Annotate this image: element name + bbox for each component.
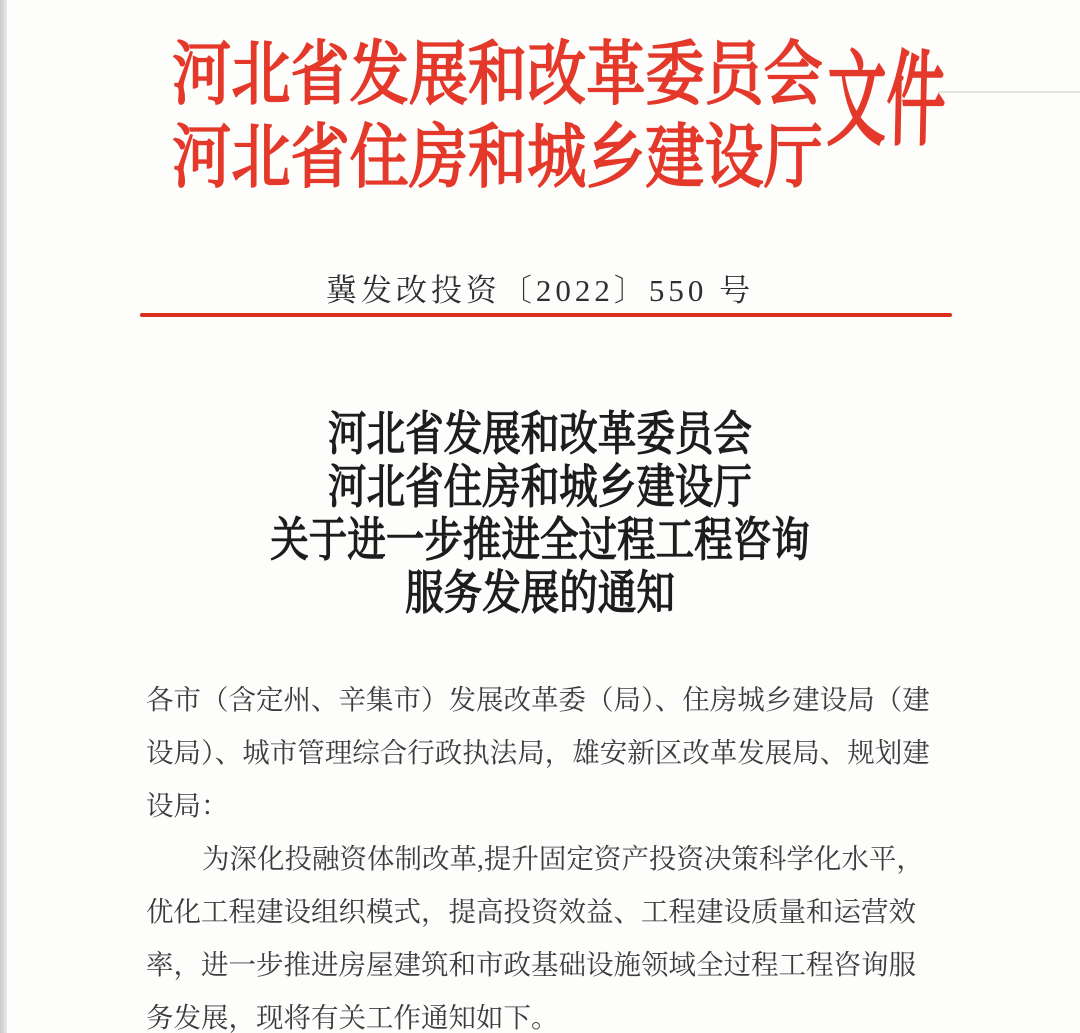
title-line-4: 服务发展的通知 [405,568,675,620]
intro-line-4: 务发展，现将有关工作通知如下。 [146,1002,559,1033]
paragraph-intro [146,832,946,1033]
paragraph-recipients [146,673,946,832]
document-title [107,409,973,621]
recipients-line-1: 各市（含定州、辛集市）发展改革委（局）、住房城乡建设局（建 [146,684,930,715]
document-body [146,673,946,1033]
doc-type-label: 文件 [825,44,947,159]
scan-edge-artifact [0,0,7,1033]
title-line-1: 河北省发展和改革委员会 [328,409,752,461]
red-divider-line [140,313,952,317]
recipients-line-3: 设局： [146,790,229,821]
agency-name-line-2: 河北省住房和城乡建设厅 [172,120,823,197]
intro-line-3: 率，进一步推进房屋建筑和市政基础设施领域全过程工程咨询服 [146,949,916,980]
scan-fold-artifact [938,91,1080,93]
recipients-line-2: 设局）、城市管理综合行政执法局，雄安新区改革发展局、规划建 [146,737,930,768]
intro-line-1: 为深化投融资体制改革,提升固定资产投资决策科学化水平， [202,843,924,874]
doc-number: 冀发改投资〔2022〕550 号 [325,273,755,308]
title-line-3: 关于进一步推进全过程工程咨询 [270,515,810,567]
agency-name-line-1: 河北省发展和改革委员会 [172,37,823,114]
title-line-2: 河北省住房和城乡建设厅 [328,462,752,514]
intro-line-2: 优化工程建设组织模式，提高投资效益、工程建设质量和运营效 [146,896,916,927]
issuing-agencies-header [153,34,842,200]
